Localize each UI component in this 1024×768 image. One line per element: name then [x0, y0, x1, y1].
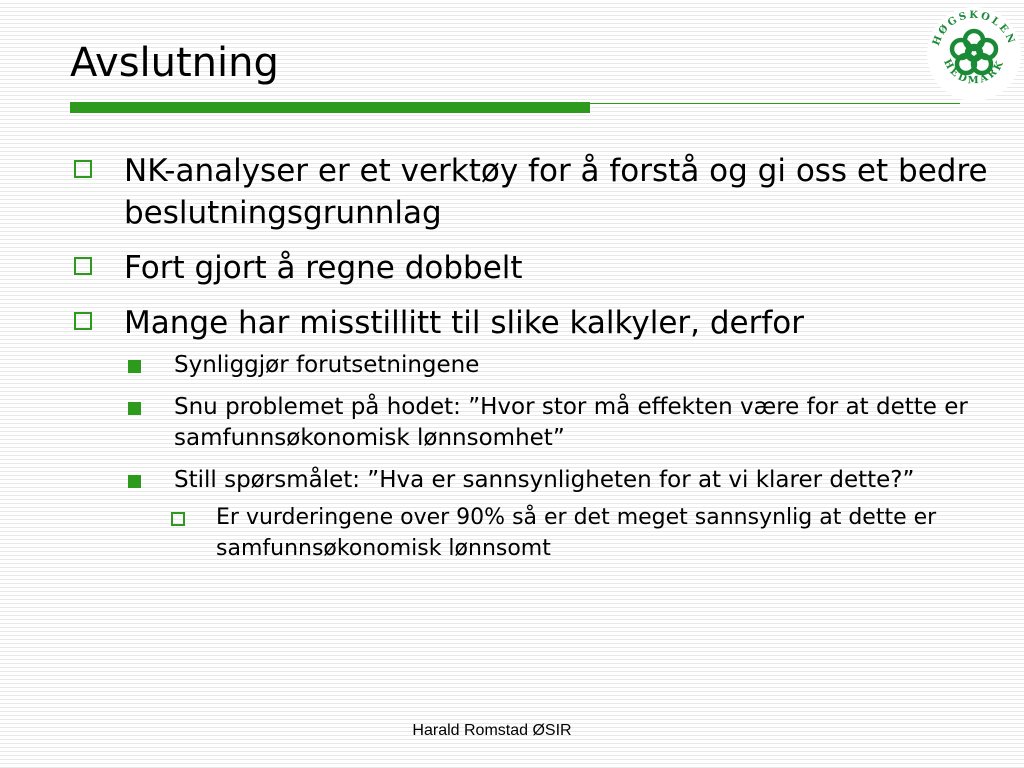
list-item: [74, 150, 1004, 234]
hollow-square-bullet-icon: [171, 512, 185, 526]
sub-list-item: [126, 350, 1004, 381]
slide-title: Avslutning: [70, 40, 279, 86]
logo-bottom-text: HEDMARK: [941, 57, 1007, 87]
bullet-text: Fort gjort å regne dobbelt: [124, 250, 523, 286]
hollow-square-bullet-icon: [74, 160, 92, 178]
list-item: [74, 247, 1004, 289]
hollow-square-bullet-icon: [74, 257, 92, 275]
hollow-square-bullet-icon: [74, 312, 92, 330]
bullet-text: Mange har misstillitt til slike kalkyler, derfor: [124, 305, 804, 341]
sub-list-item: [126, 392, 1004, 454]
filled-square-bullet-icon: [128, 360, 141, 373]
logo-top-text: HØGSKOLEN: [930, 9, 1018, 48]
sub-bullet-text: Still spørsmålet: ”Hva er sannsynligheten for at vi klarer dette?”: [174, 467, 915, 493]
sub-sub-bullet-list: [171, 502, 1004, 564]
sub-bullet-list: [126, 350, 1004, 564]
sub-sub-list-item: [171, 502, 1004, 564]
title-underline-thin: [590, 103, 960, 104]
filled-square-bullet-icon: [128, 402, 141, 415]
title-underline-thick: [70, 102, 590, 113]
sub-bullet-text: Snu problemet på hodet: ”Hvor stor må effekten være for at dette er samfunnsøkonomisk lønnsomhet”: [174, 394, 968, 451]
slide-footer: Harald Romstad ØSIR: [412, 722, 572, 739]
hogskolen-hedmark-logo: [924, 4, 1024, 104]
sub-list-item: [126, 465, 1004, 564]
bullet-list: [74, 150, 1004, 575]
sub-bullet-text: Synliggjør forutsetningene: [174, 352, 480, 378]
sub-sub-bullet-text: Er vurderingene over 90% så er det meget sannsynlig at dette er samfunnsøkonomisk lønnsomt: [216, 505, 937, 561]
bullet-text: NK-analyser er et verktøy for å forstå og gi oss et bedre beslutningsgrunnlag: [124, 153, 988, 231]
filled-square-bullet-icon: [128, 475, 141, 488]
list-item: [74, 302, 1004, 564]
